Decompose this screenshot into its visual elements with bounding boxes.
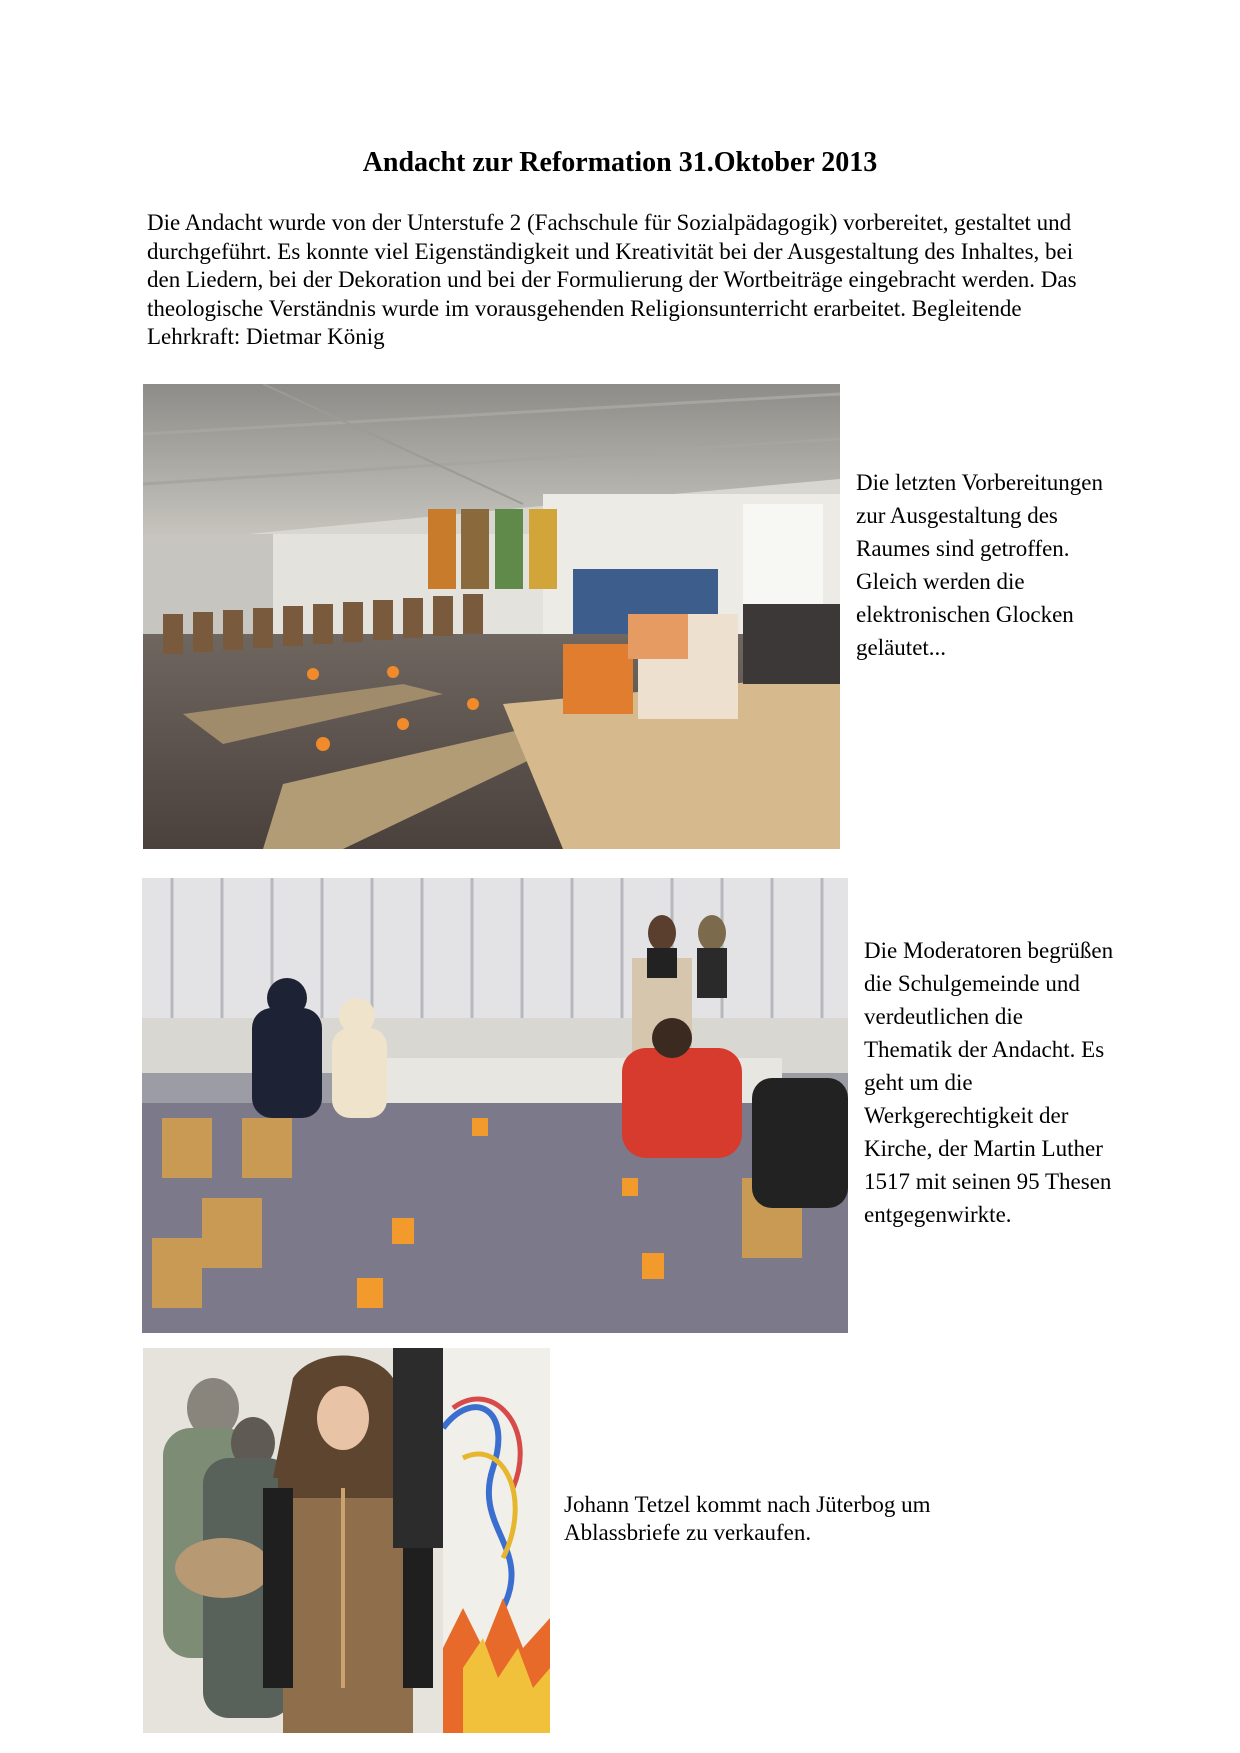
photo-caption: Johann Tetzel kommt nach Jüterbog um Ablassbriefe zu verkaufen. (564, 1492, 931, 1545)
photo-caption: Die letzten Vorbereitungen zur Ausgestaltung des Raumes sind getroffen. Gleich werden die elektronischen Glocken geläutet... (856, 470, 1103, 660)
photo-caption: Die Moderatoren begrüßen die Schulgemeinde und verdeutlichen die Thematik der Andacht. Es geht um die Werkgerechtigkeit der Kirche, der Martin Luther 1517 mit seinen 95 Thesen entgegenwirkte. (864, 938, 1114, 1227)
document-title: Andacht zur Reformation 31.Oktober 2013 (362, 147, 878, 178)
photo-moderators (142, 878, 848, 1333)
intro-paragraph: Die Andacht wurde von der Unterstufe 2 (Fachschule für Sozialpädagogik) vorbereitet, gestaltet und durchgeführt. Es konnte viel Eigenständigkeit und Kreativität bei der Ausgestaltung des Inhaltes, bei den Liedern, bei der Dekoration und bei der Formulierung der Wortbeiträge eingebracht werden. Das theologische Verständnis wurde im vorausgehenden Religionsunterricht erarbeitet. Begleitende Lehrkraft: Dietmar König (147, 210, 1077, 349)
photo-prepared-hall (143, 384, 840, 849)
photo-tetzel (143, 1348, 550, 1733)
